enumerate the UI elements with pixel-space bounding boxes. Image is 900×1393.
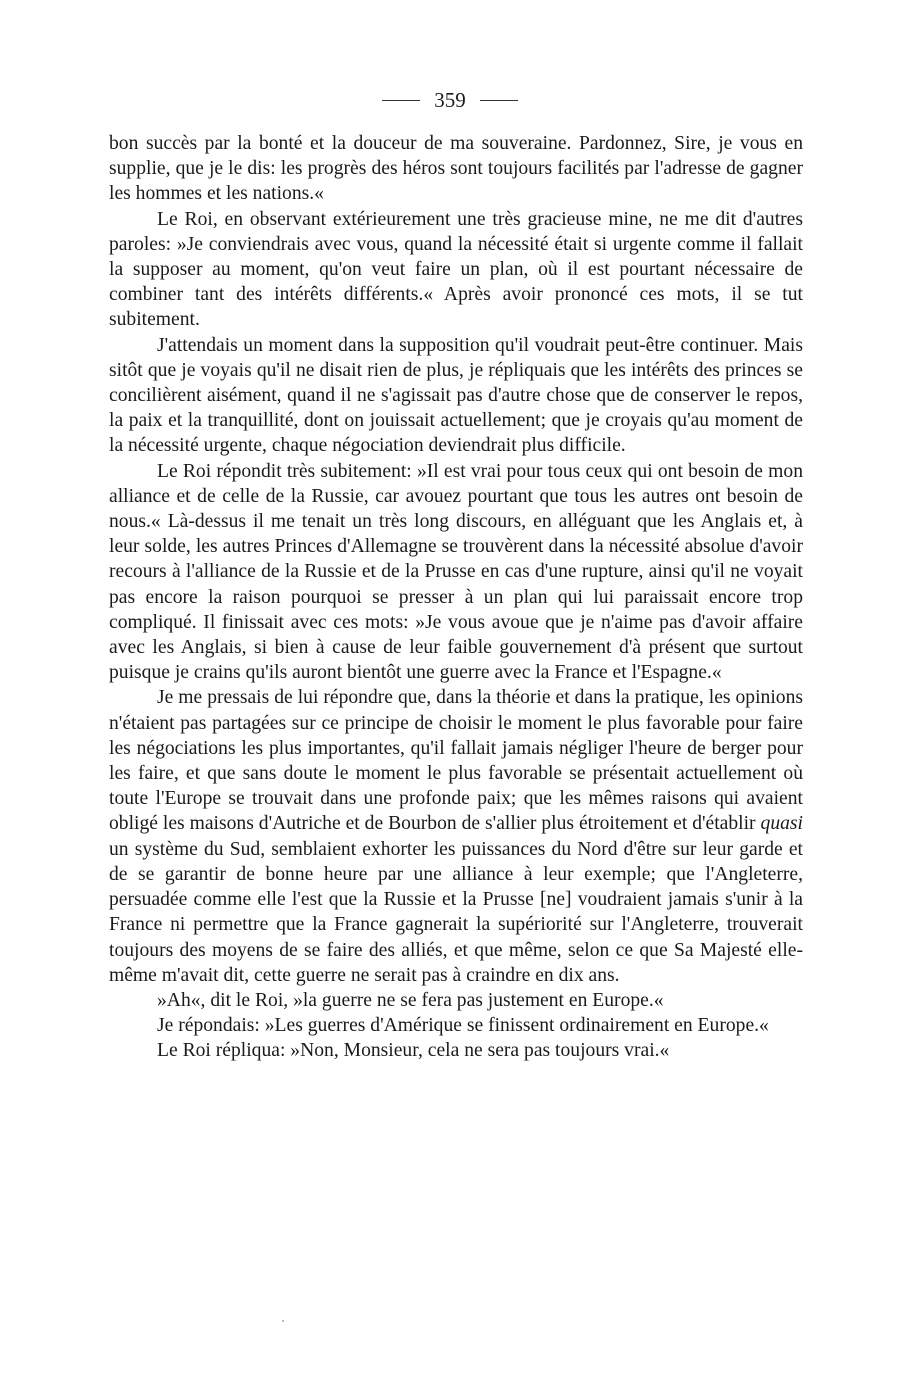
paragraph: Le Roi, en observant extérieurement une très gracieuse mine, ne me dit d'autres paroles: »Je conviendrais avec vous, quand la nécessité était si urgente comme il fallait la supposer au moment, qu'on veut faire un plan, où il est pourtant nécessaire de combiner tant des intérêts différents.« Après avoir prononcé ces mots, il se tut subitement. <box>109 208 803 331</box>
header-dash-right <box>480 100 518 101</box>
paragraph-text: Je me pressais de lui répondre que, dans la théorie et dans la pratique, les opinions n'étaient pas partagées sur ce principe de choisir le moment le plus favorable pour faire les négociations les plus importantes, qu'il fallait jamais négliger l'heure de berger pour les faire, et que sans doute le moment le plus favorable se présentait actuellement où toute l'Europe se trouvait dans une profonde paix; que les mêmes raisons qui avaient obligé les maisons d'Autriche et de Bourbon de s'allier plus étroitement et d'établir <box>109 687 803 835</box>
paragraph: bon succès par la bonté et la douceur de ma souveraine. Pardonnez, Sire, je vous en supplie, que je le dis: les progrès des héros sont toujours facilités par l'adresse de gagner les hommes et les nations.« <box>109 133 803 205</box>
italic-term: quasi <box>760 813 803 835</box>
paragraph <box>109 685 803 987</box>
scan-speck <box>282 1320 284 1322</box>
body-text <box>109 131 803 1064</box>
page-header <box>0 86 900 114</box>
paragraph: Le Roi répondit très subitement: »Il est vrai pour tous ceux qui ont besoin de mon alliance et de celle de la Russie, car avouez pourtant que tous les autres ont besoin de nous.« Là-dessus il me tenait un très long discours, en alléguant que les Anglais et, à leur solde, les autres Princes d'Allemagne se trouvèrent dans la nécessité absolue d'avoir recours à l'alliance de la Russie et de la Prusse en cas d'une rupture, ainsi qu'il ne voyait pas encore la raison pourquoi se presser à un plan qui lui paraissait encore trop compliqué. Il finissait avec ces mots: »Je vous avoue que je n'aime pas d'avoir affaire avec les Anglais, si bien à cause de leur faible gouvernement d'à présent que surtout puisque je crains qu'ils auront bientôt une guerre avec la France et l'Espagne.« <box>109 460 803 684</box>
header-dash-left <box>382 100 420 101</box>
paragraph: Le Roi répliqua: »Non, Monsieur, cela ne sera pas toujours vrai.« <box>157 1040 670 1062</box>
paragraph: »Ah«, dit le Roi, »la guerre ne se fera pas justement en Europe.« <box>157 989 664 1011</box>
paragraph: Je répondais: »Les guerres d'Amérique se finissent ordinairement en Europe.« <box>157 1015 769 1037</box>
page-number: 359 <box>434 88 466 112</box>
paragraph-text: un système du Sud, semblaient exhorter les puissances du Nord d'être sur leur garde et de se garantir de bonne heure par une alliance à leur exemple; que l'Angleterre, persuadée comme elle l'est que la Russie et la Prusse [ne] voudraient jamais s'unir à la France ni permettre que la France gagnerait la supériorité sur l'Angleterre, trouverait toujours des moyens de se faire des alliés, et que même, selon ce que Sa Majesté elle-même m'avait dit, cette guerre ne serait pas à craindre en dix ans. <box>109 838 803 986</box>
paragraph: J'attendais un moment dans la supposition qu'il voudrait peut-être continuer. Mais sitôt que je voyais qu'il ne disait rien de plus, je répliquais que les intérêts des princes se concilièrent aisément, quand il ne s'agissait pas d'autre chose que de conserver le repos, la paix et la tranquillité, dont on jouissait actuellement; que je croyais qu'au moment de la nécessité urgente, chaque négociation deviendrait plus difficile. <box>109 334 803 457</box>
